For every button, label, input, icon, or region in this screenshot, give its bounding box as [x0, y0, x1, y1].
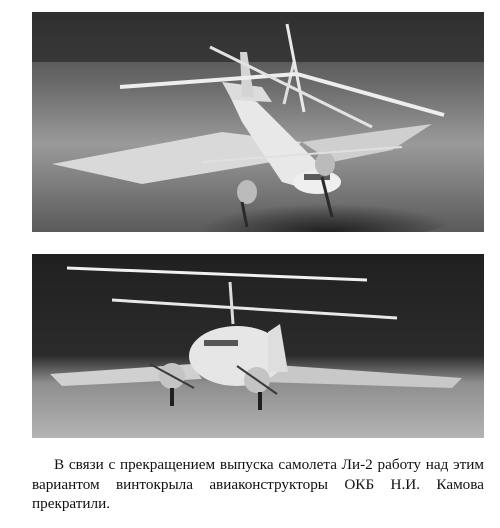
photo-caption: В связи с прекращением выпуска самолета Ли-2 работу над этим вариантом винтокрыла авиаконструкторы ОКБ Н.И. Камова прекратили.: [32, 456, 484, 512]
photo-bottom: [32, 254, 484, 438]
aircraft-photo-top: [32, 12, 484, 232]
aircraft-photo-bottom: [32, 254, 484, 438]
photo-top: [32, 12, 484, 232]
